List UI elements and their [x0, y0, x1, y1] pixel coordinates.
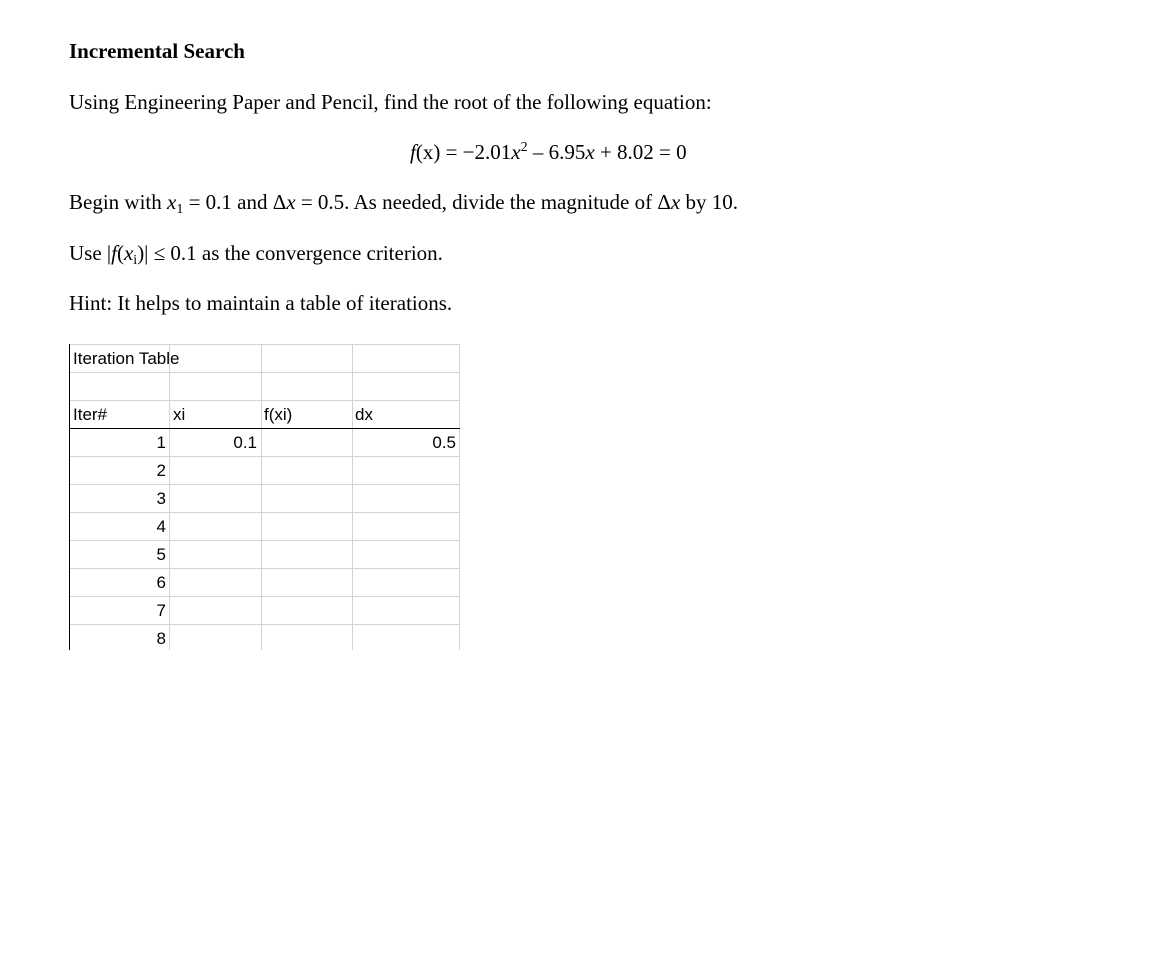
header-fxi: f(xi): [264, 405, 293, 424]
hint-text: Hint: It helps to maintain a table of iterations.: [69, 291, 453, 315]
begin-instructions: [69, 189, 738, 215]
begin-text: by 10.: [680, 190, 738, 214]
convergence-text: )| ≤ 0.1 as the convergence criterion.: [137, 241, 443, 265]
convergence-text: Use |: [69, 241, 112, 265]
equation-function: f: [410, 140, 416, 164]
convergence-text: (: [116, 241, 124, 265]
equation-variable: x: [585, 140, 595, 164]
document-title: Incremental Search: [69, 39, 245, 63]
begin-subscript: 1: [176, 202, 184, 217]
grid-line: [352, 344, 353, 650]
convergence-criterion: [69, 240, 443, 266]
iteration-number: 4: [156, 517, 166, 536]
iteration-number: 8: [156, 629, 166, 648]
iteration-number: 1: [156, 433, 166, 452]
equation-coefficient: = −2.01: [440, 140, 512, 164]
grid-line: [261, 344, 262, 650]
table-title: Iteration Table: [73, 349, 180, 368]
header-xi: xi: [173, 405, 186, 424]
header-iter: Iter#: [73, 405, 108, 424]
intro-text: Using Engineering Paper and Pencil, find the root of the following equation:: [69, 90, 712, 114]
equation-argument: (x): [415, 140, 441, 164]
header-dx: dx: [355, 405, 373, 424]
initial-dx-value: 0.5: [432, 433, 456, 452]
convergence-subscript: i: [133, 253, 138, 268]
convergence-variable: x: [123, 241, 134, 265]
grid-line: [169, 344, 170, 650]
equation-constant: + 8.02 = 0: [594, 140, 687, 164]
equation-linear-term: – 6.95: [527, 140, 586, 164]
iteration-number: 5: [156, 545, 166, 564]
iteration-number: 7: [156, 601, 166, 620]
equation-exponent: 2: [520, 140, 528, 155]
iteration-number: 3: [156, 489, 166, 508]
iteration-number: 2: [156, 461, 166, 480]
equation: [410, 139, 687, 165]
begin-text: Begin with: [69, 190, 167, 214]
begin-variable: x: [167, 190, 177, 214]
begin-variable: x: [286, 190, 296, 214]
begin-text: = 0.5. As needed, divide the magnitude of Δ: [295, 190, 671, 214]
initial-xi-value: 0.1: [233, 433, 257, 452]
convergence-function: f: [111, 241, 117, 265]
iteration-number: 6: [156, 573, 166, 592]
begin-text: = 0.1 and Δ: [183, 190, 287, 214]
begin-variable: x: [670, 190, 681, 214]
iteration-table: [69, 344, 460, 650]
equation-variable: x: [511, 140, 521, 164]
grid-line: [459, 344, 460, 650]
